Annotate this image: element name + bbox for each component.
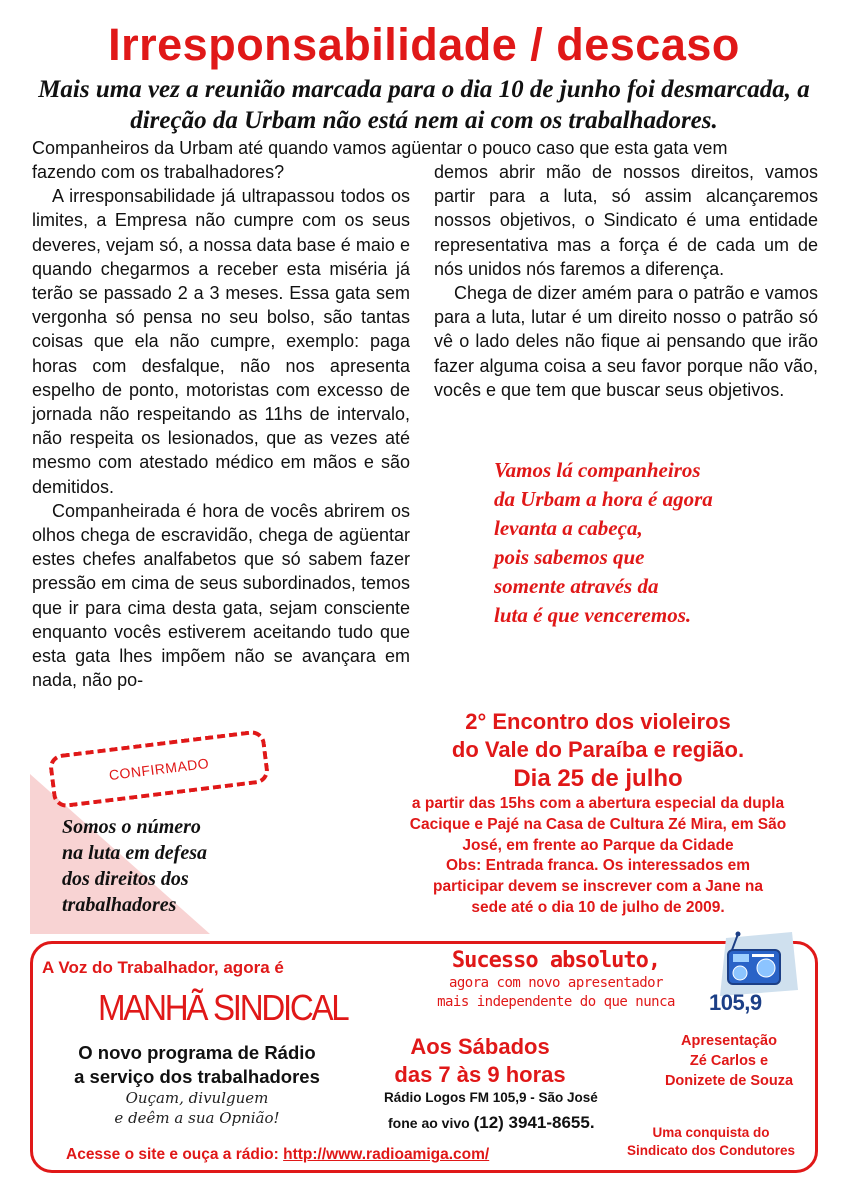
phone-label: fone ao vivo [388,1115,470,1131]
verse-line: levanta a cabeça, [494,516,643,540]
phone-number: (12) 3941-8655. [473,1113,595,1132]
event-detail-line: Obs: Entrada franca. Os interessados em [445,857,751,875]
slogan-line: na luta em defesa [62,842,207,864]
article-column-left [32,160,410,692]
site-line [66,1146,489,1164]
event-detail-line: a partir das 15hs com a abertura especial da dupla [411,795,785,812]
phone-line [388,1113,595,1133]
article-paragraph: Companheirada é hora de vocês abrirem os olhos chega de escravidão, chega de agüentar estes chefes analfabetos que só sabem fazer pressão em cima de seus subordinados, temos que ir para cima desta gata, sejam consciente enquanto vocês estiverem aceitando tudo que esta gata lhes impõem não se avançara em nada, não po- [32,500,410,691]
schedule-line: das 7 às 9 horas [394,1062,566,1087]
conquest-line: Uma conquista do [652,1125,770,1140]
event-detail-line: sede até o dia 10 de julho de 2009. [471,898,725,916]
article-paragraph: A irresponsabilidade já ultrapassou todos os limites, a Empresa não cumpre com os seus deveres, vejam só, a nossa data base é maio e quando chegarmos a receber esta miséria já terão se passado 2 a 3 meses. Essa gata sem vergonha só pensa no seu bolso, são tantas coisas que ela não cumpre, exemplo: paga horas com desfalque, não nos apresenta espelho de ponto, motoristas com excesso de jornada não respeitando as 11hs de intervalo, não respeita os lesionados, que as vezes até mesmo com atestado médico em mãos e são demitidos. [32,186,410,497]
presenters-line: Donizete de Souza [664,1073,794,1089]
success-title: Sucesso absoluto, [451,948,661,973]
frequency-label: 105,9 [709,990,762,1015]
event-detail-line: Cacique e Pajé na Casa de Cultura Zé Mira, em São [409,815,787,833]
conquest-block [612,1124,810,1160]
conquest-line: Sindicato dos Condutores [626,1143,795,1158]
presenters-line: Apresentação [681,1033,777,1049]
verse-line: pois sabemos que [494,545,645,569]
site-label: Acesse o site e ouça a rádio: [66,1146,279,1163]
event-announcement [370,708,826,919]
program-description-line: O novo programa de Rádio [78,1042,316,1063]
success-line: mais independente do que nunca [437,994,675,1010]
handwritten-line: e deêm a sua Opnião! [114,1109,280,1127]
voz-heading: A Voz do Trabalhador, agora é [42,958,284,977]
verse-line: somente através da [494,574,659,598]
article-paragraph: Chega de dizer amém para o patrão e vamos para a luta, lutar é um direito nosso o patrão só vê o lado deles não fique ai pensando que irão fazer alguma coisa a seu favor porque não vão, vocês e que tem que buscar seus objetivos. [434,283,818,400]
page-title: Irresponsabilidade / descaso [108,19,740,70]
confirmed-stamp: CONFIRMADO [48,729,271,809]
presenters-block [650,1031,808,1091]
presenters-line: Zé Carlos e [689,1053,769,1069]
schedule-line: Aos Sábados [410,1034,550,1059]
page-subtitle: Mais uma vez a reunião marcada para o dia 10 de junho foi desmarcada, a direção da Urbam não está nem ai com os trabalhadores. [38,76,810,134]
verse-line: da Urbam a hora é agora [494,487,713,511]
event-title-line: do Vale do Paraíba e região. [451,737,745,762]
article-paragraph: fazendo com os trabalhadores? [32,162,285,182]
article-column-right [434,160,818,402]
slogan-block [62,814,207,918]
slogan-line: dos direitos dos [62,868,189,890]
program-description-line: a serviço dos trabalhadores [74,1066,320,1087]
event-title-line: 2° Encontro dos violeiros [465,709,731,734]
slogan-line: Somos o número [62,816,201,838]
event-detail-line: José, em frente ao Parque da Cidade [462,836,734,854]
program-name: MANHÃ SINDICAL [98,987,348,1028]
verse-block [494,456,814,630]
station-name: Rádio Logos FM 105,9 - São José [384,1090,598,1105]
program-description [40,1041,354,1089]
handwritten-note [60,1088,334,1128]
event-detail-line: participar devem se inscrever com a Jane na [433,878,763,896]
event-date: Dia 25 de julho [513,765,683,792]
handwritten-line: Ouçam, divulguem [125,1089,269,1107]
success-line: agora com novo apresentador [448,975,664,991]
article-paragraph: demos abrir mão de nossos direitos, vamos partir para a luta, só assim alcançaremos nossos objetivos, o Sindicato é uma entidade representativa mas a força é de cada um de nós unidos nós faremos a diferença. [434,162,818,279]
slogan-line: trabalhadores [62,894,177,916]
verse-line: luta é que venceremos. [494,603,692,627]
verse-line: Vamos lá companheiros [494,458,701,482]
site-link[interactable]: http://www.radioamiga.com/ [283,1146,490,1163]
success-block [406,948,706,1012]
article-intro: Companheiros da Urbam até quando vamos agüentar o pouco caso que esta gata vem [32,138,728,158]
schedule-block [380,1033,580,1089]
